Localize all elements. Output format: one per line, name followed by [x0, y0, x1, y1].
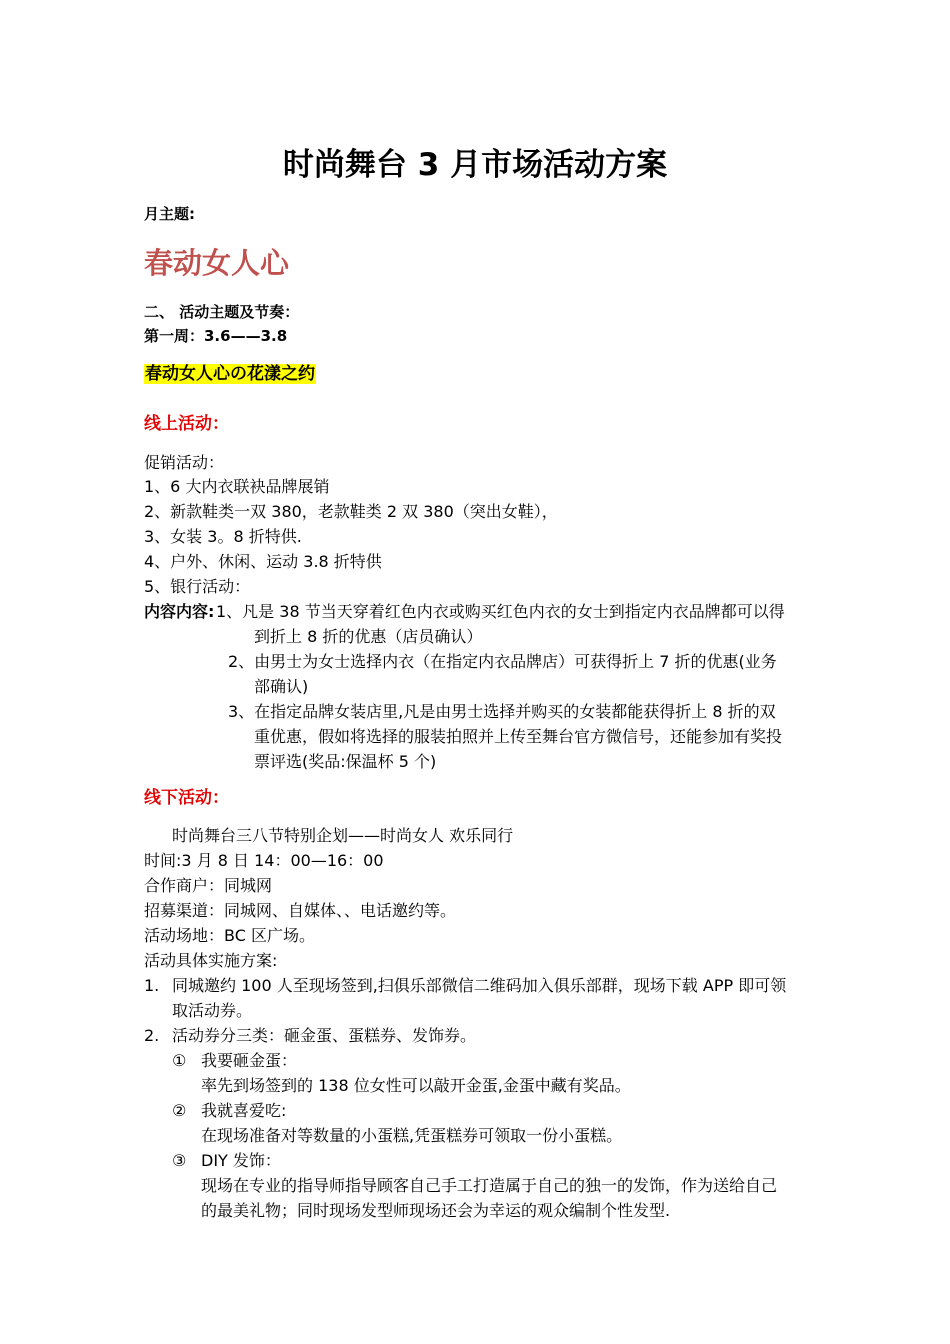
offline-plan-label: 活动具体实施方案:: [144, 951, 278, 970]
content-line: 1、凡是 38 节当天穿着红色内衣或购买红色内衣的女士到指定内衣品牌都可以得: [216, 602, 785, 621]
week1-theme-highlight: 春动女人心の花漾之约: [145, 364, 315, 384]
plan-step-line: 活动券分三类：砸金蛋、蛋糕券、发饰券。: [172, 1026, 477, 1045]
promo-label: 促销活动：: [144, 453, 225, 472]
offline-partner: 合作商户：同城网: [144, 876, 273, 895]
plan-step-number: 1.: [144, 976, 160, 995]
section2-heading: 二、 活动主题及节奏：: [144, 303, 300, 321]
online-heading: 线上活动：: [144, 414, 229, 434]
plan-step-number: 2.: [144, 1026, 160, 1045]
sub-item-mark: ③: [172, 1151, 187, 1170]
sub-item-line: 在现场准备对等数量的小蛋糕,凭蛋糕券可领取一份小蛋糕。: [201, 1126, 623, 1145]
content-label: 内容内容:: [144, 602, 215, 621]
week1-theme: [144, 362, 316, 386]
plan-step-line: 取活动券。: [172, 1001, 253, 1020]
month-theme-label: 月主题:: [144, 205, 195, 223]
promo-item: 3、女装 3。8 折特供.: [144, 527, 302, 546]
content-line: 2、由男士为女士选择内衣（在指定内衣品牌店）可获得折上 7 折的优惠(业务: [228, 652, 777, 671]
sub-item-line: 的最美礼物；同时现场发型师现场还会为幸运的观众编制个性发型.: [201, 1201, 671, 1220]
sub-item-title: DIY 发饰：: [201, 1151, 281, 1170]
promo-item: 2、新款鞋类一双 380，老款鞋类 2 双 380（突出女鞋），: [144, 502, 558, 521]
content-line: 3、在指定品牌女装店里,凡是由男士选择并购买的女装都能获得折上 8 折的双: [228, 702, 776, 721]
content-line: 部确认): [254, 677, 309, 696]
sub-item-mark: ①: [172, 1051, 187, 1070]
document-title: 时尚舞台 3 月市场活动方案: [282, 147, 668, 183]
offline-heading: 线下活动：: [144, 788, 229, 808]
content-line: 重优惠，假如将选择的服装拍照并上传至舞台官方微信号，还能参加有奖投: [254, 727, 783, 746]
sub-item-title: 我就喜爱吃:: [201, 1101, 287, 1120]
offline-channels: 招募渠道：同城网、自媒体、、电话邀约等。: [144, 901, 457, 920]
sub-item-line: 现场在专业的指导师指导顾客自己手工打造属于自己的独一的发饰，作为送给自己: [201, 1176, 778, 1195]
offline-time: 时间:3 月 8 日 14：00—16：00: [144, 851, 384, 870]
plan-step-line: 同城邀约 100 人至现场签到,扫俱乐部微信二维码加入俱乐部群，现场下载 APP 即可领: [172, 976, 787, 995]
sub-item-line: 率先到场签到的 138 位女性可以敲开金蛋,金蛋中藏有奖品。: [201, 1076, 631, 1095]
offline-venue: 活动场地：BC 区广场。: [144, 926, 315, 945]
promo-item: 5、银行活动：: [144, 577, 251, 596]
offline-event-name: 时尚舞台三八节特别企划——时尚女人 欢乐同行: [172, 826, 514, 845]
promo-item: 4、户外、休闲、运动 3.8 折特供: [144, 552, 382, 571]
month-theme: 春动女人心: [144, 246, 290, 280]
promo-item: 1、6 大内衣联袂品牌展销: [144, 477, 330, 496]
content-line: 到折上 8 折的优惠（店员确认）: [254, 627, 483, 646]
week1-label: 第一周：3.6——3.8: [144, 327, 288, 345]
sub-item-mark: ②: [172, 1101, 187, 1120]
content-line: 票评选(奖品:保温杯 5 个): [254, 752, 437, 771]
sub-item-title: 我要砸金蛋：: [201, 1051, 298, 1070]
